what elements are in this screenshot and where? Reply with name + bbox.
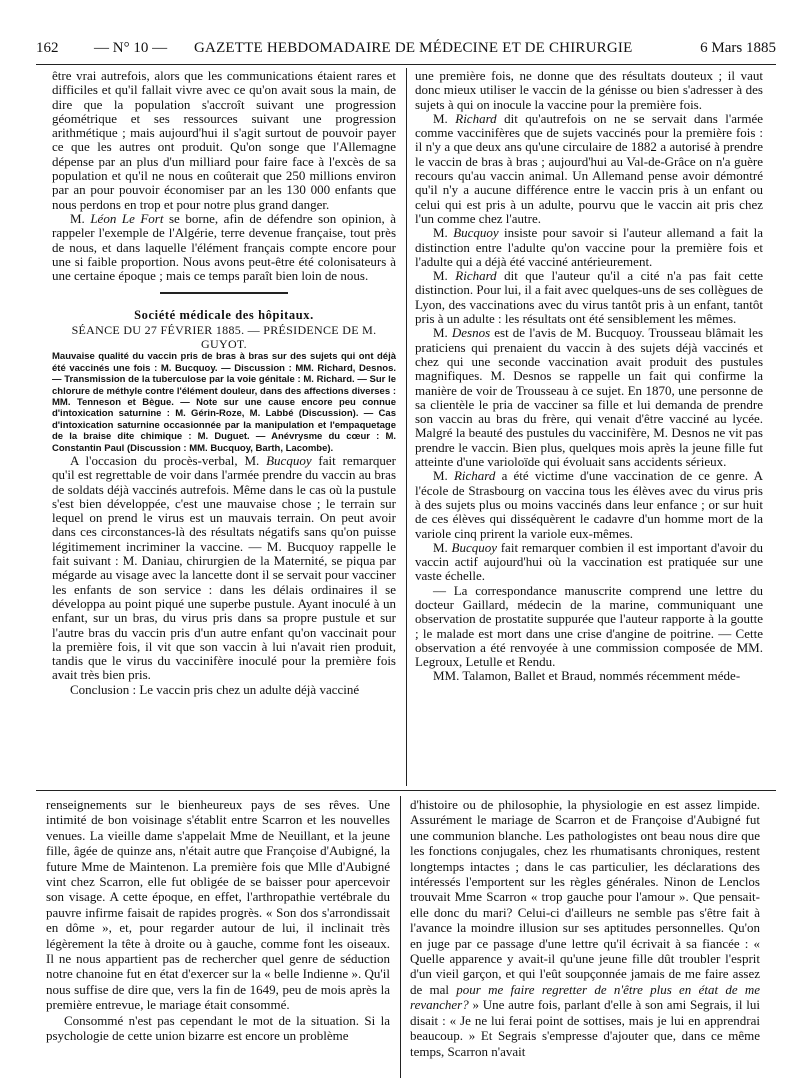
speaker-name: Bucquoy [266, 453, 312, 468]
author-name: Léon Le Fort [90, 210, 164, 226]
right-paragraph-2: M. Richard dit qu'autrefois on ne se servait dans l'armée comme vaccinifères que de sujets vaccinés pour la première fois : il n'y a que deux ans qu'une circulaire de 1882 a autorisé à prendre le vaccin de bras à bras ; aujourd'hui au Val-de-Grâce on n'a guère recours qu'au vaccin animal. Un Allemand pense avoir démontré qu'il n'y a aucune différence entre le vaccin pris à un enfant ou celui qui est pris à un adulte, pourvu que le vaccin ait pris chez l'un comme chez l'autre. [415, 110, 763, 226]
speaker-name: Bucquoy [451, 539, 498, 555]
left-paragraph-2: M. Léon Le Fort se borne, afin de défendre son opinion, à rappeler l'exemple de l'Algérie, terre devenue française, tout près de nous, et dans laquelle l'élément français compte encore pour une si faible proportion. Nous avons peut-être été colonisateurs à une certaine époque ; mais ce temps paraît bien loin de nous. [52, 210, 396, 284]
header-rule [36, 64, 776, 65]
journal-title: GAZETTE HEBDOMADAIRE DE MÉDECINE ET DE CHIRURGIE [194, 40, 633, 56]
speaker-name: Richard [455, 110, 497, 126]
society-title: Société médicale des hôpitaux. [134, 308, 314, 323]
right-paragraph-4: M. Richard dit que l'auteur qu'il a cité n'a pas fait cette distinction. Pour lui, il a fait avec quelques-uns de ses collègues de Lyon, des vaccinations avec du virus tantôt pris à un enfant, tantôt pris à un adulte : les résultats ont été sensiblement les mêmes. [415, 268, 764, 327]
right-paragraph-3: M. Bucquoy insiste pour savoir si l'auteur allemand a fait la distinction entre l'adulte qu'on vaccine pour la première fois et l'adulte qui a déjà été vacciné antérieurement. [415, 225, 763, 269]
speaker-name: Richard [455, 268, 497, 284]
right-paragraph-9: MM. Talamon, Ballet et Braud, nommés récemment méde- [433, 668, 741, 684]
speaker-name: Desnos [451, 325, 491, 341]
right-paragraph-8: — La correspondance manuscrite comprend une lettre du docteur Gaillard, médecin de la marine, communiquant une observation de prostatite suppurée que l'auteur rapporte à la goutte ; le malade est mort dans une crise d'angine de poitrine. — Cette observation a été renvoyée à une commission composée de MM. Legroux, Letulle et Rendu. [415, 582, 763, 670]
speaker-name: Bucquoy [453, 225, 499, 241]
page-header [36, 40, 776, 62]
quoted-italic: pour me faire regretter de n'être plus en état de me revancher? [410, 981, 760, 1013]
issue-date: 6 Mars 1885 [700, 40, 776, 56]
left-paragraph-4: Conclusion : Le vaccin pris chez un adulte déjà vacciné [70, 681, 360, 697]
feuilleton-left-paragraph-1: renseignements sur le bienheureux pays de ses rêves. Une intimité de bon voisinage s'établit entre Scarron et les nouvelles venues. La vieille dame s'appelait Mme de Neuillant, et la jeune fille, âgée de quinze ans, n'était autre que Françoise d'Aubigné, la future Mme de Maintenon. La première fois que Mlle d'Aubigné vint chez Scarron, elle fut obligée de se baisser pour apercevoir son visage. A cette époque, en effet, l'arthropathie vertébrale du pauvre infirme faisait de rapides progrès. « Son dos s'arrondissait en dôme », et, pour regarder autour de lui, il inclinait très légèrement la tête à droite ou à gauche, comme font les oiseaux. Il ne nous appartient pas de rechercher quel genre de séduction notre chanoine fut en état d'exercer sur la « belle Indienne ». Qu'il nous suffise de dire que, vers la fin de 1649, peu de mois après la première entrevue, le mariage était consommé. [46, 797, 390, 1013]
speaker-name: Richard [453, 468, 496, 484]
column-divider-bottom [400, 796, 401, 1078]
right-paragraph-6: M. Richard a été victime d'une vaccination de ce genre. A l'école de Strasbourg on vaccina tous les élèves avec du virus pris à des sujets plus ou moins vaccinés dans leur enfance ; or sur huit de ces élèves qui disséquèrent le cadavre d'un homme mort de la variole cinq prirent la variole eux-mêmes. [415, 468, 763, 541]
feuilleton-right-paragraph-1: d'histoire ou de philosophie, la physiologie en est assez limpide. Assurément le mariage de Scarron et de Françoise d'Aubigné fut une communion blanche. Les pathologistes ont beau nous dire que les fonctions conjugales, chez les rhumatisants chroniques, restent longtemps intactes ; dans le cas particulier, les déclarations des intéressés l'emportent sur les règles générales. Ninon de Lenclos trouvait Mme Scarron « trop gauche pour l'amour ». Que pensait-elle donc du mari? Celui-ci d'ailleurs ne semble pas s'être fait à l'avance la moindre illusion sur ses aptitudes personnelles. Qu'on en juge par ce passage d'une lettre qu'il écrivait à sa fiancée : « Quelle apparence y avait-il qu'une jeune fille dût troubler l'esprit d'un vieil garçon, et qui l'eût soupçonnée jamais de me faire assez de mal pour me faire regretter de n'être plus en état de me revancher? » Une autre fois, parlant d'elle à son ami Segrais, il lui disait : « Je ne lui ferai point de sottises, mais je lui en apprendrai beaucoup. » Et Segrais s'empresse d'ajouter que, dans ce même temps, Scarron n'avait [410, 797, 760, 1059]
feuilleton-right [410, 797, 760, 1059]
left-paragraph-3: A l'occasion du procès-verbal, M. Bucquoy fait remarquer qu'il est regrettable de voir dans l'armée prendre du vaccin au bras de soldats déjà vaccinés autrefois. Même dans le cas où la pustule s'est bien développée, c'est une mauvaise chose ; le terrain sur lequel on prend le virus est un mauvais terrain. On peut avoir dans ces circonstances-là des résultats négatifs sans qu'on puisse légitimement incriminer la vaccine. — M. Bucquoy rappelle le fait suivant : M. Daniau, chirurgien de la Maternité, se piqua par mégarde au visage avec la lancette dont il se servait pour vacciner les enfants de son service : dans les délais ordinaires il se développa au point piqué une superbe pustule. Ayant inoculé à un enfant, sur un bras, du virus pris dans sa propre pustule et sur l'autre bras du vaccin pris d'un autre enfant qu'on vaccinait pour la première fois, il vit que son vaccin à lui n'avait rien produit, tandis que le virus du vaccinifère inoculé pour la première fois avait très bien pris. [52, 453, 397, 683]
feuilleton-left-paragraph-2: Consommé n'est pas cependant le mot de la situation. Si la psychologie de cette union bizarre est encore un problème [46, 1012, 390, 1044]
left-paragraph-1: être vrai autrefois, alors que les communications étaient rares et difficiles et qu'il fallait vivre avec ce qu'on avait sous la main, de dire que la population s'accroît suivant une progression géométrique et ses ressources suivant une progression arithmétique ; mais aujourd'hui il s'agit surtout de pouvoir payer ce que les autres ont produit. Qu'on songe que l'Allemagne dépense par an plus d'un milliard pour faire face à l'excès de sa population et qu'il ne nous en coûterait que 250 millions environ par an pour pouvoir économiser par an les 130 000 enfants que nous perdons en trop et pour notre plus grand danger. [52, 68, 396, 212]
left-column [52, 69, 396, 697]
section-separator [160, 292, 288, 294]
page-number: 162 [36, 40, 59, 56]
right-paragraph-7: M. Bucquoy fait remarquer combien il est important d'avoir du vaccin actif aujourd'hui où la vaccination est pratiquée sur une vaste échelle. [415, 539, 763, 584]
right-column [415, 69, 763, 684]
issue-number: — N° 10 — [94, 40, 168, 56]
right-paragraph-5: M. Desnos est de l'avis de M. Bucquoy. Trousseau blâmait les praticiens qui prenaient du vaccin à des sujets déjà vaccinés et chez qui une seconde vaccination avait produit des pustules magnifiques. M. Desnos se rappelle un fait qui confirme la manière de voir de Trousseau à ce sujet. En 1870, une personne de sa clientèle le pria de vacciner sa fille et lui demanda de prendre son vaccin au bras du frère, qui venait d'être vacciné au lycée. Malgré la beauté des pustules du vaccinifère, M. Desnos ne vit pas prendre le vaccin. Bien plus, quelques mois après la jeune fille fut atteinte d'une varioloïde qui évoluait sans accidents sérieux. [415, 325, 764, 470]
right-paragraph-1: une première fois, ne donne que des résultats douteux ; il vaut donc mieux utiliser le vaccin de la génisse ou bien s'adresser à des sujets à qui on inocule la vaccine pour la première fois. [415, 68, 763, 112]
session-summary: Mauvaise qualité du vaccin pris de bras à bras sur des sujets qui ont déjà été vaccinés une fois : M. Bucquoy. — Discussion : MM. Richard, Desnos. — Transmission de la tuberculose par la voie génitale : M. Richard. — Sur le chlorure de méthyle contre l'élément douleur, dans des affections diverses : MM. Tenneson et Bègue. — Note sur une cause encore peu connue d'intoxication saturnine : M. Gérin-Roze, M. Labbé (Discussion). — Cas d'intoxication saturnine occasionnée par la manipulation et l'empaquetage de la braise dite chimique : M. Duguet. — Anévrysme du cœur : M. Constantin Paul (Discussion : MM. Bucquoy, Barth, Lacombe). [52, 351, 396, 454]
column-divider-top [406, 68, 407, 786]
feuilleton-rule [36, 790, 776, 791]
session-heading: SÉANCE DU 27 FÉVRIER 1885. — PRÉSIDENCE DE M. GUYOT. [71, 322, 377, 352]
feuilleton-left [46, 797, 390, 1044]
